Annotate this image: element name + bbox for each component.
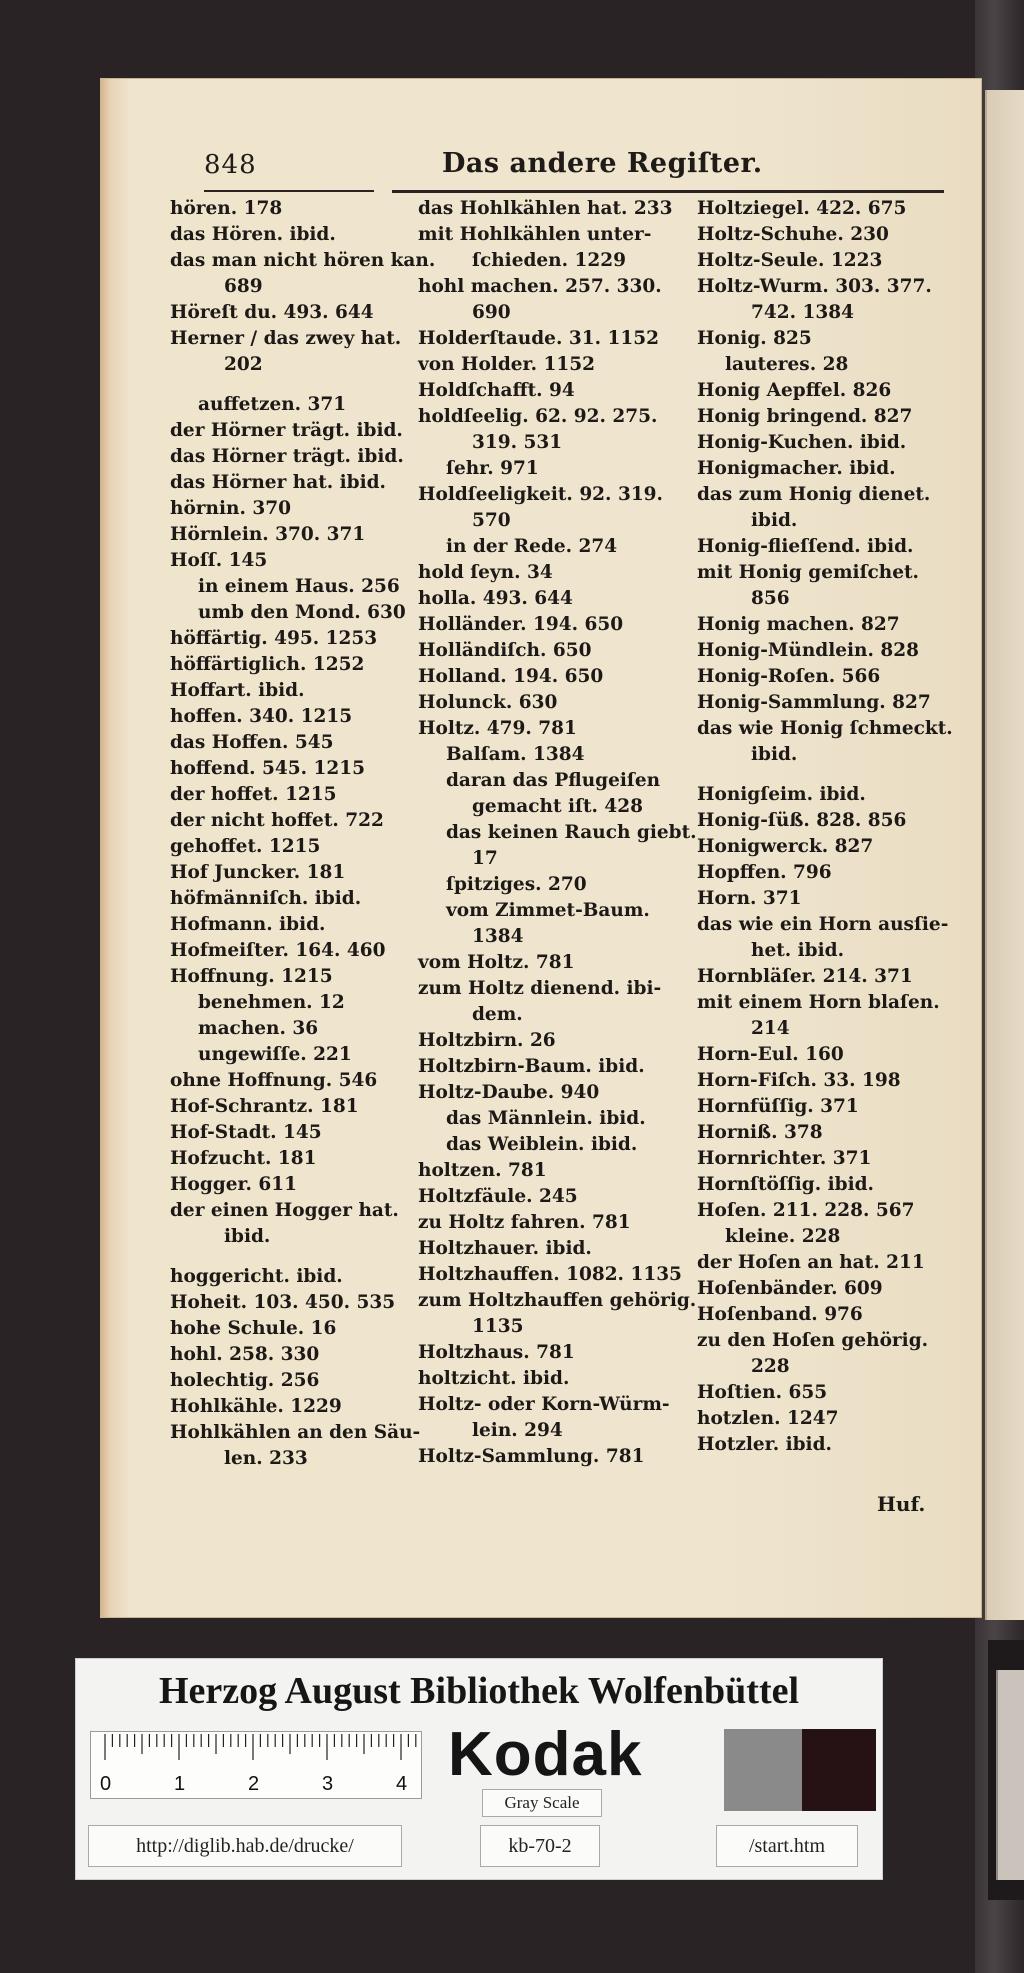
ruler-scale [90,1731,422,1799]
index-entry: daran das Pflugeiſen [446,770,661,791]
index-entry: Honig-Roſen. 566 [697,666,881,687]
ruler-label: 2 [248,1773,260,1795]
start-label: /start.htm [716,1825,858,1867]
index-entry: Hoſen. 211. 228. 567 [697,1200,915,1221]
gray-scale-label: Gray Scale [482,1789,602,1817]
ruler-ticks [91,1732,421,1798]
index-entry: das wie ein Horn ausſie- [697,914,949,935]
index-entry: het. ibid. [751,940,845,961]
index-entry: Holtzhaus. 781 [418,1342,575,1363]
index-entry: 17 [472,848,498,869]
index-entry: Horn. 371 [697,888,802,909]
index-entry: Honig-flieſſend. ibid. [697,536,914,557]
dark-swatch [802,1729,876,1811]
index-entry: Hoſtien. 655 [697,1382,828,1403]
index-entry: das Hoffen. 545 [170,732,334,753]
kodak-logo: Kodak [448,1720,643,1789]
index-entry: Hofzucht. 181 [170,1148,317,1169]
index-entry: holdſeelig. 62. 92. 275. [418,406,658,427]
index-entry: der Hoſen an hat. 211 [697,1252,925,1273]
index-entry: mit einem Horn blaſen. [697,992,940,1013]
index-entry: vom Zimmet-Baum. [446,900,650,921]
index-entry: Honig. 825 [697,328,812,349]
index-entry: Holtz-Daube. 940 [418,1082,600,1103]
index-entry: hoffend. 545. 1215 [170,758,365,779]
index-entry: Holtzfäule. 245 [418,1186,578,1207]
index-entry: Holtz. 479. 781 [418,718,577,739]
index-entry: ibid. [751,744,798,765]
index-entry: holechtig. 256 [170,1370,320,1391]
index-entry: ungewiſſe. 221 [198,1044,352,1065]
index-entry: len. 233 [224,1448,308,1469]
index-entry: Hohlkähle. 1229 [170,1396,342,1417]
index-entry: das Hören. ibid. [170,224,336,245]
index-entry: 570 [472,510,511,531]
index-entry: Hohlkählen an den Säu- [170,1422,421,1443]
index-entry: der hoffet. 1215 [170,784,337,805]
index-entry: Holländer. 194. 650 [418,614,624,635]
index-entry: 689 [224,276,263,297]
index-entry: Honig-ſüß. 828. 856 [697,810,907,831]
index-entry: das man nicht hören kan. [170,250,436,271]
index-entry: Hofmeiſter. 164. 460 [170,940,386,961]
index-entry: das zum Honig dienet. [697,484,931,505]
index-entry: von Holder. 1152 [418,354,595,375]
index-entry: der Hörner trägt. ibid. [170,420,403,441]
index-entry: holtzen. 781 [418,1160,547,1181]
index-entry: 214 [751,1018,790,1039]
index-entry: Hornbläſer. 214. 371 [697,966,913,987]
index-entry: Honig-Mündlein. 828 [697,640,919,661]
index-entry: Horniß. 378 [697,1122,823,1143]
url-label: http://diglib.hab.de/drucke/ [88,1825,402,1867]
index-entry: Honig machen. 827 [697,614,900,635]
index-entry: gemacht iſt. 428 [472,796,643,817]
index-entry: höffärtig. 495. 1253 [170,628,378,649]
index-entry: höfmänniſch. ibid. [170,888,362,909]
index-entry: das wie Honig ſchmeckt. [697,718,953,739]
index-column-3 [697,196,952,1506]
index-entry: Holunck. 630 [418,692,558,713]
color-target-card [75,1658,883,1880]
page-number: 848 [204,150,257,180]
index-entry: Hof-Stadt. 145 [170,1122,322,1143]
index-entry: Hornſtöſſig. ibid. [697,1174,874,1195]
index-entry: Holtz-Schuhe. 230 [697,224,889,245]
index-entry: Herner / das zwey hat. [170,328,402,349]
code-label: kb-70-2 [480,1825,600,1867]
index-entry: Hoſenbänder. 609 [697,1278,883,1299]
index-entry: der einen Hogger hat. [170,1200,399,1221]
index-entry: Hoffart. ibid. [170,680,305,701]
index-entry: lauteres. 28 [725,354,849,375]
index-entry: Holtz- oder Korn-Würm- [418,1394,670,1415]
index-entry: Hotzler. ibid. [697,1434,832,1455]
index-entry: holtzicht. ibid. [418,1368,570,1389]
index-entry: das Hörner trägt. ibid. [170,446,404,467]
index-entry: der nicht hoffet. 722 [170,810,384,831]
index-entry: Holtzhauer. ibid. [418,1238,592,1259]
index-entry: Holtzhauffen. 1082. 1135 [418,1264,682,1285]
index-entry: 228 [751,1356,790,1377]
index-entry: hohe Schule. 16 [170,1318,337,1339]
index-entry: Hornrichter. 371 [697,1148,872,1169]
index-entry: Honig Aepffel. 826 [697,380,892,401]
ruler-label: 1 [174,1773,186,1795]
index-entry: Hörnlein. 370. 371 [170,524,366,545]
index-entry: 202 [224,354,263,375]
index-entry: 1135 [472,1316,524,1337]
index-entry: Hof-Schrantz. 181 [170,1096,359,1117]
index-entry: hoffen. 340. 1215 [170,706,353,727]
gray-swatch [724,1729,802,1811]
index-entry: das Männlein. ibid. [446,1108,646,1129]
index-entry: Holdſeeligkeit. 92. 319. [418,484,663,505]
running-title: Das andere Regiſter. [442,148,763,179]
index-entry: ibid. [224,1226,271,1247]
index-entry: Hopffen. 796 [697,862,832,883]
index-entry: Holtziegel. 422. 675 [697,198,907,219]
index-entry: hörnin. 370 [170,498,291,519]
header-rule-left [204,190,374,192]
index-entry: Höreſt du. 493. 644 [170,302,374,323]
index-entry: hold ſeyn. 34 [418,562,553,583]
ruler-label: 0 [100,1773,112,1795]
index-entry: umb den Mond. 630 [198,602,406,623]
index-entry: ohne Hoffnung. 546 [170,1070,378,1091]
index-entry: benehmen. 12 [198,992,345,1013]
index-entry: zu Holtz fahren. 781 [418,1212,631,1233]
index-entry: Holdſchafft. 94 [418,380,575,401]
index-entry: lein. 294 [472,1420,563,1441]
entry-gap [697,768,952,782]
index-entry: Honigmacher. ibid. [697,458,896,479]
index-entry: Hofmann. ibid. [170,914,326,935]
index-entry: zum Holtzhauffen gehörig. [418,1290,697,1311]
index-entry: vom Holtz. 781 [418,952,575,973]
index-entry: Balſam. 1384 [446,744,585,765]
index-entry: in einem Haus. 256 [198,576,400,597]
index-entry: das Hörner hat. ibid. [170,472,386,493]
ruler-label: 3 [322,1773,334,1795]
index-entry: hohl. 258. 330 [170,1344,320,1365]
index-entry: Holderſtaude. 31. 1152 [418,328,659,349]
index-entry: Hoſenband. 976 [697,1304,863,1325]
index-entry: das keinen Rauch giebt. [446,822,697,843]
index-column-2 [418,196,697,1506]
index-entry: zum Holtz dienend. ibi- [418,978,662,999]
index-entry: zu den Hoſen gehörig. [697,1330,929,1351]
index-entry: höffärtiglich. 1252 [170,654,365,675]
index-entry: Hornfüſſig. 371 [697,1096,859,1117]
index-entry: gehoffet. 1215 [170,836,321,857]
index-entry: Hoheit. 103. 450. 535 [170,1292,396,1313]
library-name: Herzog August Bibliothek Wolfenbüttel [158,1670,800,1712]
index-entry: ſpitziges. 270 [446,874,587,895]
index-entry: kleine. 228 [725,1226,841,1247]
index-entry: Hof Juncker. 181 [170,862,346,883]
index-entry: 319. 531 [472,432,563,453]
index-entry: Honigwerck. 827 [697,836,874,857]
entry-gap [170,1250,425,1264]
index-entry: Honig bringend. 827 [697,406,913,427]
index-entry: mit Hohlkählen unter- [418,224,652,245]
index-entry: Holtz-Wurm. 303. 377. [697,276,932,297]
index-entry: in der Rede. 274 [446,536,618,557]
index-entry: Holtzbirn-Baum. ibid. [418,1056,645,1077]
index-entry: Horn-Fiſch. 33. 198 [697,1070,901,1091]
index-entry: 1384 [472,926,524,947]
adjacent-label-strip [996,1670,1024,1880]
entry-gap [170,378,425,392]
index-entry: hotzlen. 1247 [697,1408,839,1429]
index-entry: 856 [751,588,790,609]
index-entry: ſchieden. 1229 [472,250,626,271]
index-entry: Holtzbirn. 26 [418,1030,556,1051]
index-entry: Honigſeim. ibid. [697,784,866,805]
index-entry: Hoffnung. 1215 [170,966,333,987]
index-entry: auffetzen. 371 [198,394,347,415]
index-entry: Hogger. 611 [170,1174,298,1195]
index-entry: machen. 36 [198,1018,319,1039]
index-entry: hoggericht. ibid. [170,1266,343,1287]
adjacent-page-edge [985,90,1024,1620]
index-entry: mit Honig gemiſchet. [697,562,919,583]
index-entry: dem. [472,1004,523,1025]
index-entry: Holländiſch. 650 [418,640,592,661]
index-entry: Hoſſ. 145 [170,550,268,571]
index-entry: Horn-Eul. 160 [697,1044,844,1065]
catchword: Huf. [877,1492,926,1516]
index-entry: Honig-Sammlung. 827 [697,692,931,713]
index-entry: das Weiblein. ibid. [446,1134,638,1155]
index-entry: 742. 1384 [751,302,854,323]
index-entry: ibid. [751,510,798,531]
index-entry: hohl machen. 257. 330. [418,276,662,297]
index-column-1 [170,196,436,1506]
header-rule [392,190,944,193]
index-entry: Holtz-Sammlung. 781 [418,1446,645,1467]
index-entry: holla. 493. 644 [418,588,573,609]
index-entry: 690 [472,302,511,323]
index-entry: Holtz-Seule. 1223 [697,250,883,271]
ruler-label: 4 [396,1773,408,1795]
index-entry: Honig-Kuchen. ibid. [697,432,907,453]
index-entry: das Hohlkählen hat. 233 [418,198,673,219]
index-entry: Holland. 194. 650 [418,666,604,687]
index-entry: hören. 178 [170,198,283,219]
index-entry: ſehr. 971 [446,458,539,479]
